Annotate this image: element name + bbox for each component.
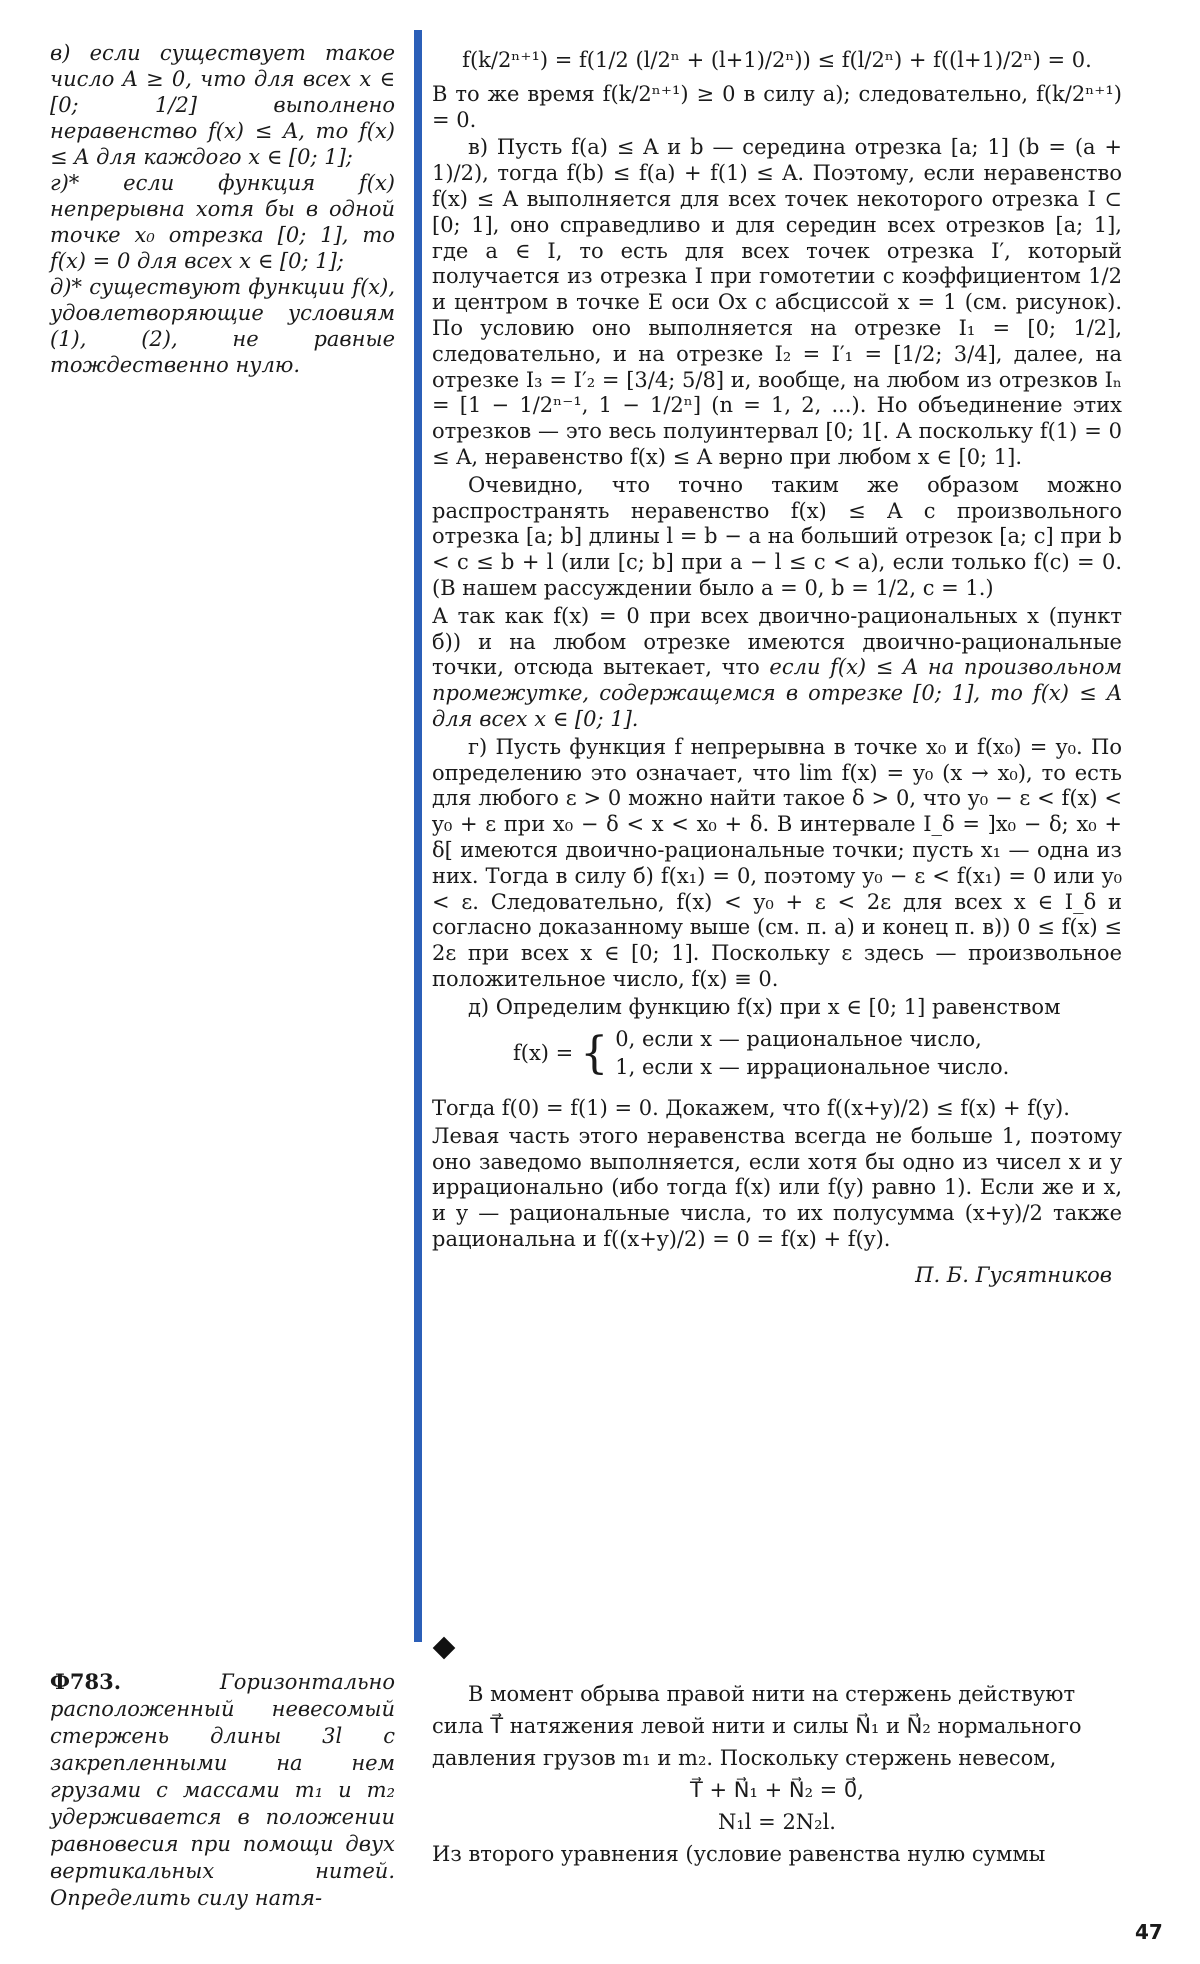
solution-paragraph-final: Левая часть этого неравенства всегда не больше 1, поэтому оно заведомо выполняется, если хотя бы одно из чисел x и y иррационально (ибо тогда f(x) или f(y) равно 1). Если же и x, и y — рациональные числа, то их полусумма (x+y)/2 также рациональна и f((x+y)/2) = 0 = f(x) + f(y). <box>432 1123 1122 1252</box>
solution-paragraph-g: г) Пусть функция f непрерывна в точке x₀ и f(x₀) = y₀. По определению это означает, что lim f(x) = y₀ (x → x₀), то есть для любого ε > 0 можно найти такое δ > 0, что y₀ − ε < f(x) < y₀ + ε при x₀ − δ < x < x₀ + δ. В интервале I_δ = ]x₀ − δ; x₀ + δ[ имеются двоично-рациональные точки; пусть x₁ — одна из них. Тогда в силу б) f(x₁) = 0, поэтому y₀ − ε < f(x₁) = 0 или y₀ < ε. Следовательно, f(x) < y₀ + ε < 2ε для всех x ∈ I_δ и согласно доказанному выше (см. п. а) и конец п. в)) 0 ≤ f(x) ≤ 2ε при всех x ∈ [0; 1]. Поскольку ε здесь — произвольное положительное число, f(x) ≡ 0. <box>432 734 1122 991</box>
author-signature: П. Б. Гусятников <box>915 1262 1112 1287</box>
page-number: 47 <box>1135 1920 1163 1944</box>
problem-solution-paragraph-2: Из второго уравнения (условие равенства нулю суммы <box>432 1842 1046 1866</box>
problem-text: Горизонтально расположенный невесомый стержень длины 3l с закрепленными на нем грузами с массами m₁ и m₂ удерживается в положении равновесия при помощи двух вертикальных нитей. Определить силу натя- <box>50 1670 395 1910</box>
piecewise-case-2: 1, если x — иррациональное число. <box>615 1055 1010 1080</box>
diamond-icon <box>433 1637 456 1660</box>
solution-paragraph-extension: Очевидно, что точно таким же образом можно распространять неравенство f(x) ≤ A с произвольного отрезка [a; b] длины l = b − a на больший отрезок [a; c] при b < c ≤ b + l (или [c; b] при a − l ≤ c < a), если только f(c) = 0. (В нашем рассуждении было a = 0, b = 1/2, c = 1.) <box>432 472 1122 600</box>
problem-statement <box>50 1668 395 1912</box>
solution-paragraph-v: в) Пусть f(a) ≤ A и b — середина отрезка [a; 1] (b = (a + 1)/2), тогда f(b) ≤ f(a) + f(1) ≤ A. Поэтому, если неравенство f(x) ≤ A выполняется для всех точек некоторого отрезка I ⊂ [0; 1], оно справедливо и для середин всех отрезков [a; 1], где a ∈ I, то есть для всех точек отрезка I′, который получается из отрезка I при гомотетии с коэффициентом 1/2 и центром в точке E оси Ox с абсциссой x = 1 (см. рисунок). По условию оно выполняется на отрезке I₁ = [0; 1/2], следовательно, и на отрезке I₂ = I′₁ = [1/2; 3/4], далее, на отрезке I₃ = I′₂ = [3/4; 5/8] и, вообще, на любом из отрезков Iₙ = [1 − 1/2ⁿ⁻¹, 1 − 1/2ⁿ] (n = 1, 2, ...). Но объединение этих отрезков — это весь полуинтервал [0; 1[. А поскольку f(1) = 0 ≤ A, неравенство f(x) ≤ A верно при любом x ∈ [0; 1]. <box>432 135 1122 469</box>
problem-solution <box>432 1678 1122 1870</box>
conclusion-text: А так как f(x) = 0 при всех двоично-рациональных x (пункт б)) и на любом отрезке имеются двоично-рациональные точки, отсюда вытекает, что <box>432 603 1122 680</box>
piecewise-label: f(x) = <box>513 1041 574 1066</box>
piecewise-definition <box>512 1026 1122 1082</box>
conclusion-italic: если f(x) ≤ A на произвольном промежутке, содержащемся в отрезке [0; 1], то f(x) ≤ A для всех x ∈ [0; 1]. <box>432 655 1122 731</box>
solution-column <box>432 40 1122 1291</box>
solution-paragraph-conclusion <box>432 604 1122 733</box>
solution-paragraph-d: д) Определим функцию f(x) при x ∈ [0; 1] равенством <box>468 994 1061 1019</box>
equation-2: N₁l = 2N₂l. <box>717 1810 836 1834</box>
solution-paragraph-1: В то же время f(k/2ⁿ⁺¹) ≥ 0 в силу а); следовательно, f(k/2ⁿ⁺¹) = 0. <box>432 81 1122 132</box>
condition-g: г)* если функция f(x) непрерывна хотя бы в одной точке x₀ отрезка [0; 1], то f(x) = 0 для всех x ∈ [0; 1]; <box>50 171 395 273</box>
solution-paragraph-then: Тогда f(0) = f(1) = 0. Докажем, что f((x+y)/2) ≤ f(x) + f(y). <box>432 1096 1070 1121</box>
condition-d: д)* существуют функции f(x), удовлетворяющие условиям (1), (2), не равные тождественно нулю. <box>50 275 395 377</box>
problem-conditions-column <box>50 40 395 378</box>
formula-top: f(k/2ⁿ⁺¹) = f(1/2 (l/2ⁿ + (l+1)/2ⁿ)) ≤ f(l/2ⁿ) + f((l+1)/2ⁿ) = 0. <box>462 48 1092 72</box>
equation-1: T⃗ + N⃗₁ + N⃗₂ = 0⃗, <box>690 1778 864 1802</box>
condition-v: в) если существует такое число A ≥ 0, что для всех x ∈ [0; 1/2] выполнено неравенство f(x) ≤ A, то f(x) ≤ A для каждого x ∈ [0; 1]; <box>50 41 395 169</box>
brace-icon: { <box>580 1028 609 1080</box>
problem-number: Ф783. <box>50 1669 122 1694</box>
problem-solution-paragraph-1: В момент обрыва правой нити на стержень действуют сила T⃗ натяжения левой нити и силы N⃗₁ и N⃗₂ нормального давления грузов m₁ и m₂. Поскольку стержень невесом, <box>432 1682 1082 1770</box>
column-divider <box>414 30 422 1642</box>
piecewise-case-1: 0, если x — рациональное число, <box>615 1027 982 1052</box>
